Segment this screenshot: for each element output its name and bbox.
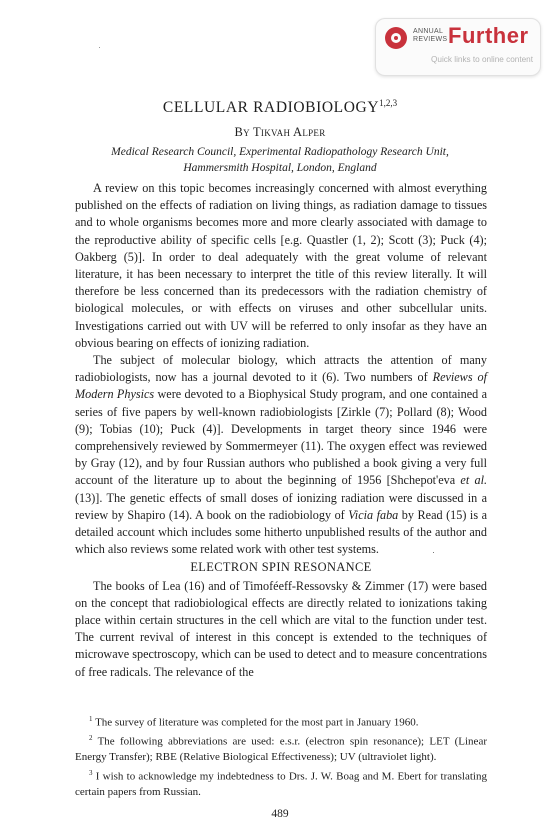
page-number: 489 — [271, 808, 289, 820]
annual-reviews-logo-icon — [385, 27, 407, 49]
title-footnote-marks: 1,2,3 — [379, 98, 398, 108]
journal-name: Reviews of Modern Physics — [75, 370, 487, 402]
author-line — [0, 125, 560, 140]
author-name: Tikvah Alper — [253, 125, 326, 139]
et-al: et al. — [460, 473, 487, 488]
further-wordmark: Further — [448, 23, 529, 48]
footnote-3: $^3$ I wish to acknowledge my indebtedness to Drs. J. W. Boag and M. Ebert for translating certain papers from Russian. — [75, 768, 487, 798]
scan-speck — [433, 552, 434, 553]
badge-subtitle: Quick links to online content — [431, 55, 533, 64]
paragraph-2: The subject of molecular biology, which attracts the attention of many radiobiologists, now has a journal devoted to it (6). Two numbers of Reviews of Modern Physics were devoted to a Biophysical Study program, and one contained a series of five papers by well-known radiobiologists [Zirkle (7); Pollard (8); Wood (9); Tobias (10); Puck (4)]. Developments in target theory since 1946 were comprehensively reviewed by Sommermeyer (11). The oxygen effect was reviewed by Gray (12), and by four Russian authors who published a book giving a very full account of the literature up to about the beginning of 1956 [Shchepot'eva et al. (13)]. The genetic effects of small doses of ionizing radiation were discussed in a review by Shapiro (14). A book on the radiobiology of Vicia faba by Read (15) is a detailed account which includes some hitherto unpublished results of the author and which also reviews some related work with other test systems. — [75, 353, 488, 557]
annual-reviews-further-badge[interactable] — [375, 18, 541, 76]
article-body — [75, 180, 487, 681]
paragraph-3: The books of Lea (16) and of Timoféeff-Ressovsky & Zimmer (17) were based on the concept that radiobiological effects are directly related to ionizations taking place within certain structures in the cell which are vital to the function under test. The current revival of interest in this concept is extended to the techniques of microwave spectroscopy, which can be used to detect and to measure concentrations of free radicals. The relevance of the — [75, 578, 487, 679]
species-name: Vicia faba — [348, 507, 399, 522]
footnotes — [75, 712, 487, 800]
author-affiliation: Medical Research Council, Experimental Radiopathology Research Unit, Hammersmith Hospital, London, England — [111, 146, 449, 174]
footnote-1: $^1$ The survey of literature was completed for the most part in January 1960. — [89, 715, 419, 729]
publisher-wordmark: ANNUAL REVIEWS — [413, 28, 448, 43]
paragraph-1: A review on this topic becomes increasingly concerned with almost everything published on the effects of radiation on living things, as radiation damage to tissues and to whole organisms becomes more and more clearly associated with damage to the reproductive ability of specific cells [e.g. Quastler (1, 2); Scott (3); Puck (4); Oakberg (5)]. In order to deal adequately with the great volume of relevant literature, it has been necessary to interpret the title of this review literally. It will therefore be less concerned than its predecessors with the radiation chemistry of biological molecules, or with effects on viruses and other subcellular units. Investigations carried out with UV will be referred to only insofar as they have an obvious bearing on effects of ionizing radiation. — [75, 181, 487, 350]
scan-speck — [99, 47, 100, 48]
article-title: CELLULAR RADIOBIOLOGY$^{1,2,3}$ — [162, 98, 398, 117]
section-heading: ELECTRON SPIN RESONANCE — [190, 560, 372, 575]
author-prefix: By — [234, 125, 250, 139]
footnote-2: $^2$ The following abbreviations are used: e.s.r. (electron spin resonance); LET (Linear Energy Transfer); RBE (Relative Biological Effectiveness); UV (ultraviolet light). — [75, 734, 487, 764]
